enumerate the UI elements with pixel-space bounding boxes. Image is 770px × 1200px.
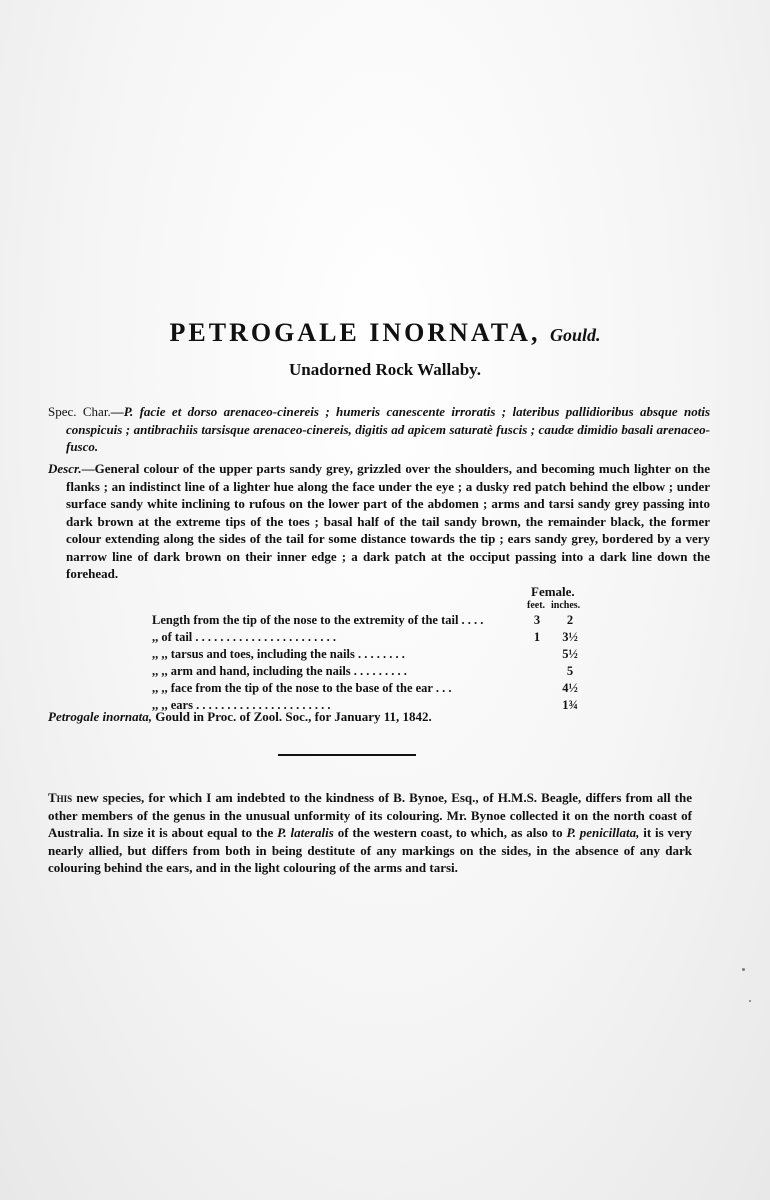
measurement-inches: 5½	[562, 647, 578, 661]
citation-name: Petrogale inornata,	[48, 709, 153, 724]
inches-header: inches.	[551, 600, 581, 611]
measurement-label: Length from the tip of the nose to the extremity of the tail . . . .	[152, 613, 484, 627]
species-title-author: Gould.	[549, 325, 601, 345]
measurement-label: ,, ,, arm and hand, including the nails . . . . . . . . .	[152, 664, 407, 678]
citation-rest: Gould in Proc. of Zool. Soc., for January 11, 1842.	[155, 709, 432, 724]
measurement-row	[152, 664, 592, 681]
measurement-row	[152, 647, 592, 664]
body-text-1: new species, for which I am indebted to the kindness of B. Bynoe, Esq., of H.M.S. Beagle, differs from all the other members of the genus in the unusual unformity of its colouring. Mr. Bynoe collected it on the north coast of Australia. In size it is about equal to the	[48, 790, 693, 840]
body-paragraph	[48, 789, 692, 877]
citation	[48, 709, 432, 725]
spec-char-text: P. facie et dorso arenaceo-cinereis ; humeris canescente irroratis ; lateribus pallidioribus absque notis conspicuis ; antibrachiis tarsisque arenaceo-cinereis, digitis ad apicem saturatè fuscis ; caudæ dimidio basali arenaceo-fusco.	[66, 404, 710, 454]
description-paragraph	[48, 460, 710, 583]
descr-text: General colour of the upper parts sandy grey, grizzled over the shoulders, and becoming much lighter on the flanks ; an indistinct line of a lighter hue along the face under the eye ; a dusky red patch behind the elbow ; under surface sandy white inclining to rufous on the lower part of the abdomen ; arms and tarsi sandy grey passing into dark brown at the extreme tips of the toes ; basal half of the tail sandy brown, the remainder black, the former colour extending along the sides of the tail for some distance towards the tip ; ears sandy grey, bordered by a very narrow line of dark brown on their inner edge ; a dark patch at the occiput passing into a dark line down the forehead.	[66, 461, 710, 581]
common-name: Unadorned Rock Wallaby.	[289, 360, 481, 379]
body-text-2: of the western coast, to which, as also to	[337, 825, 563, 840]
spec-char-paragraph	[48, 403, 710, 456]
descr-sep: —	[81, 461, 95, 476]
measurement-inches: 4½	[562, 681, 578, 695]
spec-char-sep: —	[110, 404, 124, 419]
measurement-feet: 3	[533, 613, 541, 627]
measurement-feet: 1	[533, 630, 541, 644]
measurement-inches: 5	[566, 664, 574, 678]
sex-header: Female.	[531, 584, 575, 599]
body-species-2: P. penicillata,	[566, 825, 640, 840]
paper-speck	[749, 1000, 751, 1002]
body-text-3: it is very nearly allied, but differs from both in being destitute of any markings on the sides, in the absence of any dark colouring behind the ears, and in the light colouring of the arms and tarsi.	[48, 825, 693, 875]
measurement-label: ,, ,, face from the tip of the nose to the base of the ear . . .	[152, 681, 452, 695]
measurement-inches: 2	[566, 613, 574, 627]
measurement-label: ,, ,, ears . . . . . . . . . . . . . . . . . . . . . .	[152, 698, 331, 712]
measurement-label: ,, of tail . . . . . . . . . . . . . . . . . . . . . . .	[152, 630, 337, 644]
section-divider	[278, 754, 416, 756]
measurement-inches: 3½	[562, 630, 578, 644]
measurement-row	[152, 630, 592, 647]
descr-label: Descr.	[48, 461, 82, 476]
body-lead: This	[48, 790, 73, 805]
body-species-1: P. lateralis	[277, 825, 334, 840]
species-title	[0, 318, 770, 348]
spec-char-label: Spec. Char.	[48, 404, 111, 419]
species-title-name: PETROGALE INORNATA,	[169, 318, 541, 347]
measurement-inches: 1¾	[562, 698, 578, 712]
measurement-row	[152, 613, 592, 630]
measurement-row	[152, 681, 592, 698]
measurement-label: ,, ,, tarsus and toes, including the nails . . . . . . . .	[152, 647, 405, 661]
paper-speck	[742, 968, 745, 971]
feet-header: feet.	[527, 600, 546, 611]
